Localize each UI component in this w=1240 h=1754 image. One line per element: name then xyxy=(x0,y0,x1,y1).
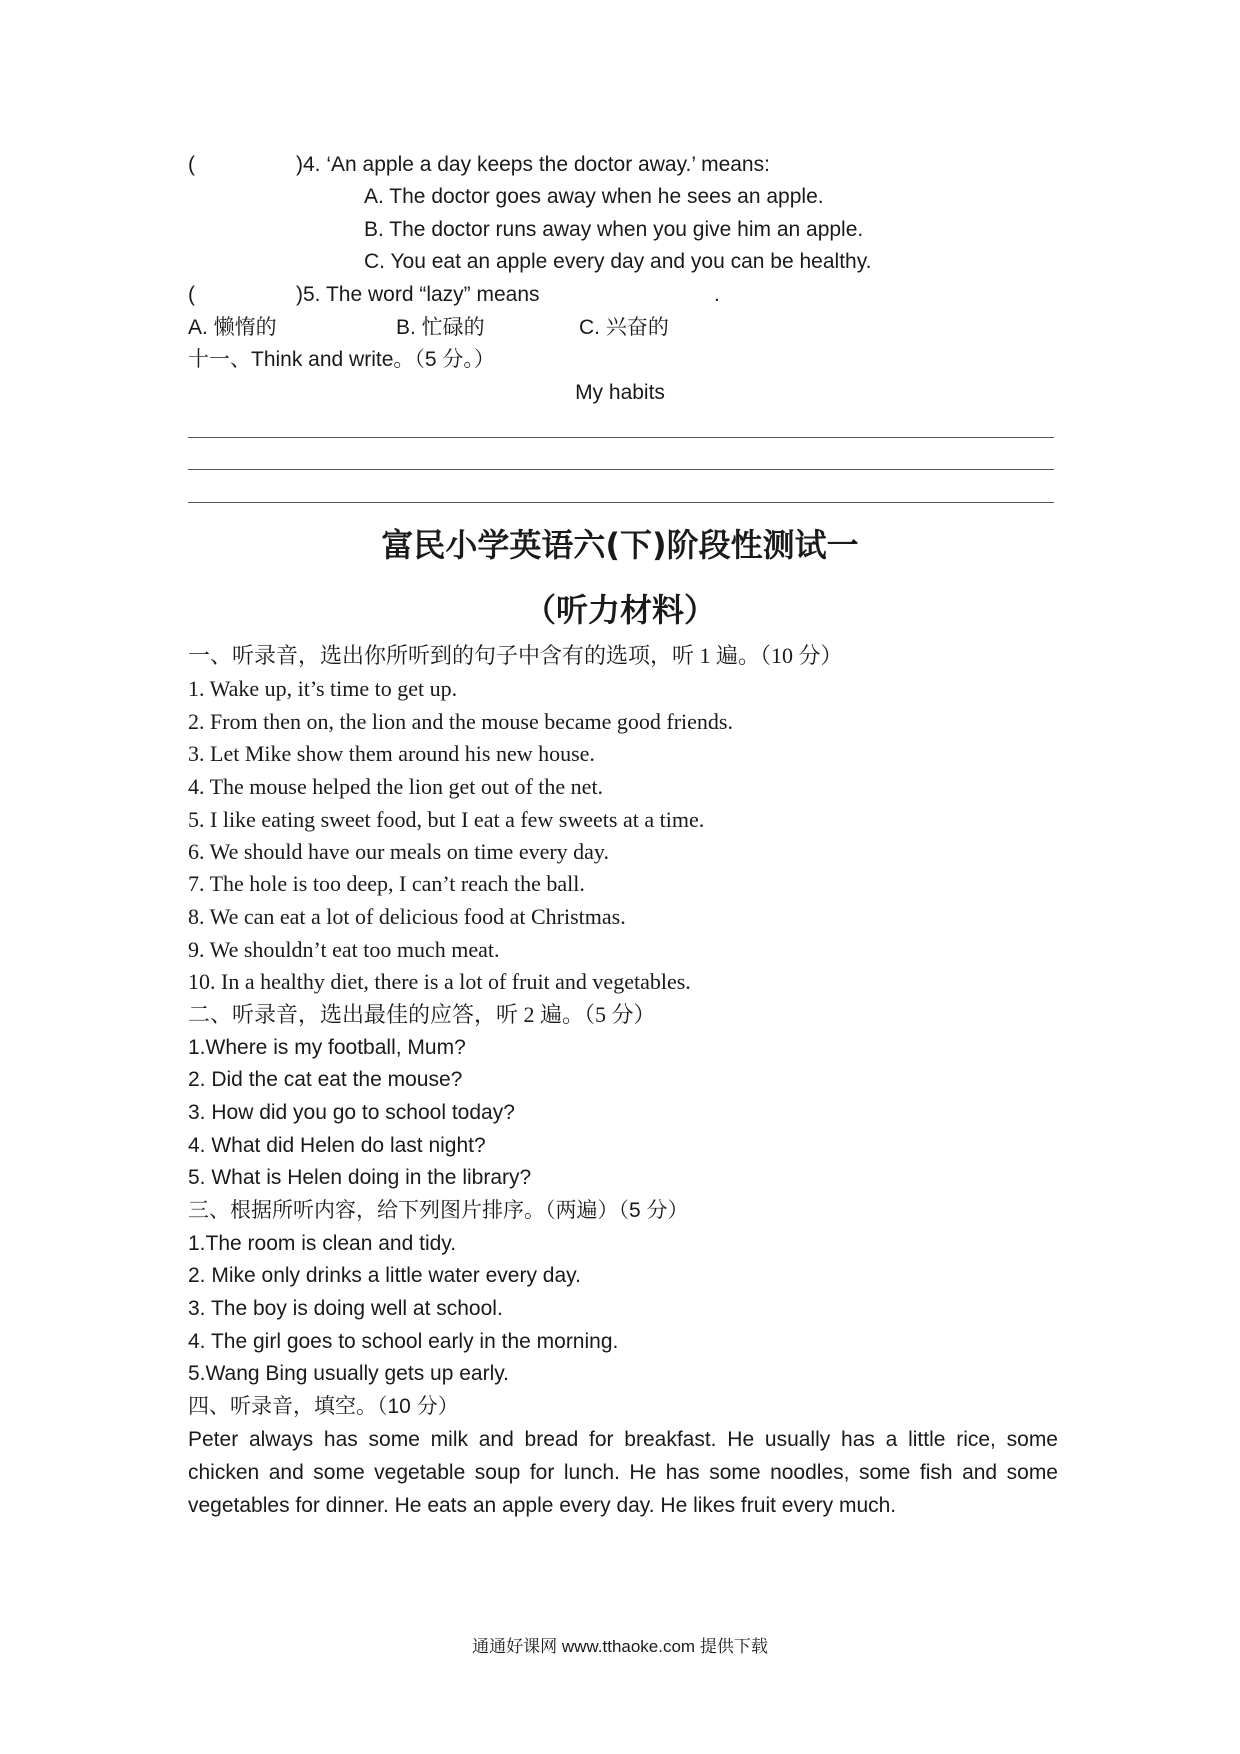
part3-item-1: 1.The room is clean and tidy. xyxy=(188,1232,457,1255)
part1-item-10: 10. In a healthy diet, there is a lot of fruit and vegetables. xyxy=(188,969,691,994)
q5-option-b: B. 忙碌的 xyxy=(396,316,485,339)
part4-heading: 四、听录音，填空。（10 分） xyxy=(188,1395,459,1418)
part1-item-8: 8. We can eat a lot of delicious food at Christmas. xyxy=(188,904,626,929)
part1-item-4: 4. The mouse helped the lion get out of the net. xyxy=(188,774,604,799)
q4-paren: ( xyxy=(188,153,195,176)
part4-passage: Peter always has some milk and bread for breakfast. He usually has a little rice, some chicken and some vegetable soup for lunch. He has some noodles, some fish and some vegetables for dinner. He eats an apple every day. He likes fruit every much. xyxy=(188,1428,1058,1517)
part1-item-3: 3. Let Mike show them around his new house. xyxy=(188,741,595,766)
listening-subtitle: （听力材料） xyxy=(523,591,716,629)
writing-topic: My habits xyxy=(575,381,665,404)
q4-option-c: C. You eat an apple every day and you can be healthy. xyxy=(364,250,872,273)
section11-heading: 十一、Think and write。（5 分。） xyxy=(188,348,495,371)
q5-option-a: A. 懒惰的 xyxy=(188,316,277,339)
writing-line-1 xyxy=(188,437,1054,438)
part3-heading: 三、根据所听内容，给下列图片排序。（两遍）（5 分） xyxy=(188,1199,689,1222)
part2-item-4: 4. What did Helen do last night? xyxy=(188,1134,486,1157)
part1-heading: 一、听录音，选出你所听到的句子中含有的选项，听 1 遍。（10 分） xyxy=(188,643,843,668)
part1-item-9: 9. We shouldn’t eat too much meat. xyxy=(188,937,500,962)
part2-item-5: 5. What is Helen doing in the library? xyxy=(188,1166,532,1189)
listening-title: 富民小学英语六(下)阶段性测试一 xyxy=(381,526,859,564)
part2-item-3: 3. How did you go to school today? xyxy=(188,1101,515,1124)
q5-option-c: C. 兴奋的 xyxy=(579,316,669,339)
part3-item-5: 5.Wang Bing usually gets up early. xyxy=(188,1362,510,1385)
writing-line-3 xyxy=(188,502,1054,503)
part2-heading: 二、听录音，选出最佳的应答，听 2 遍。（5 分） xyxy=(188,1002,656,1027)
part1-item-5: 5. I like eating sweet food, but I eat a few sweets at a time. xyxy=(188,807,705,832)
part2-item-2: 2. Did the cat eat the mouse? xyxy=(188,1068,463,1091)
part1-item-7: 7. The hole is too deep, I can’t reach the ball. xyxy=(188,871,585,896)
part3-item-2: 2. Mike only drinks a little water every day. xyxy=(188,1264,581,1287)
part3-item-3: 3. The boy is doing well at school. xyxy=(188,1297,503,1320)
download-footer: 通通好课网 www.tthaoke.com 提供下载 xyxy=(472,1637,768,1656)
q5-stem: )5. The word “lazy” means xyxy=(296,283,540,306)
q5-dot: . xyxy=(714,283,720,306)
part1-item-6: 6. We should have our meals on time every day. xyxy=(188,839,610,864)
part1-item-1: 1. Wake up, it’s time to get up. xyxy=(188,676,458,701)
q5-paren: ( xyxy=(188,283,195,306)
part3-item-4: 4. The girl goes to school early in the morning. xyxy=(188,1330,619,1353)
q4-stem: )4. ‘An apple a day keeps the doctor away.’ means: xyxy=(296,153,770,176)
q4-option-a: A. The doctor goes away when he sees an apple. xyxy=(364,185,824,208)
q4-option-b: B. The doctor runs away when you give him an apple. xyxy=(364,218,864,241)
writing-line-2 xyxy=(188,469,1054,470)
part2-item-1: 1.Where is my football, Mum? xyxy=(188,1036,466,1059)
part1-item-2: 2. From then on, the lion and the mouse became good friends. xyxy=(188,709,733,734)
